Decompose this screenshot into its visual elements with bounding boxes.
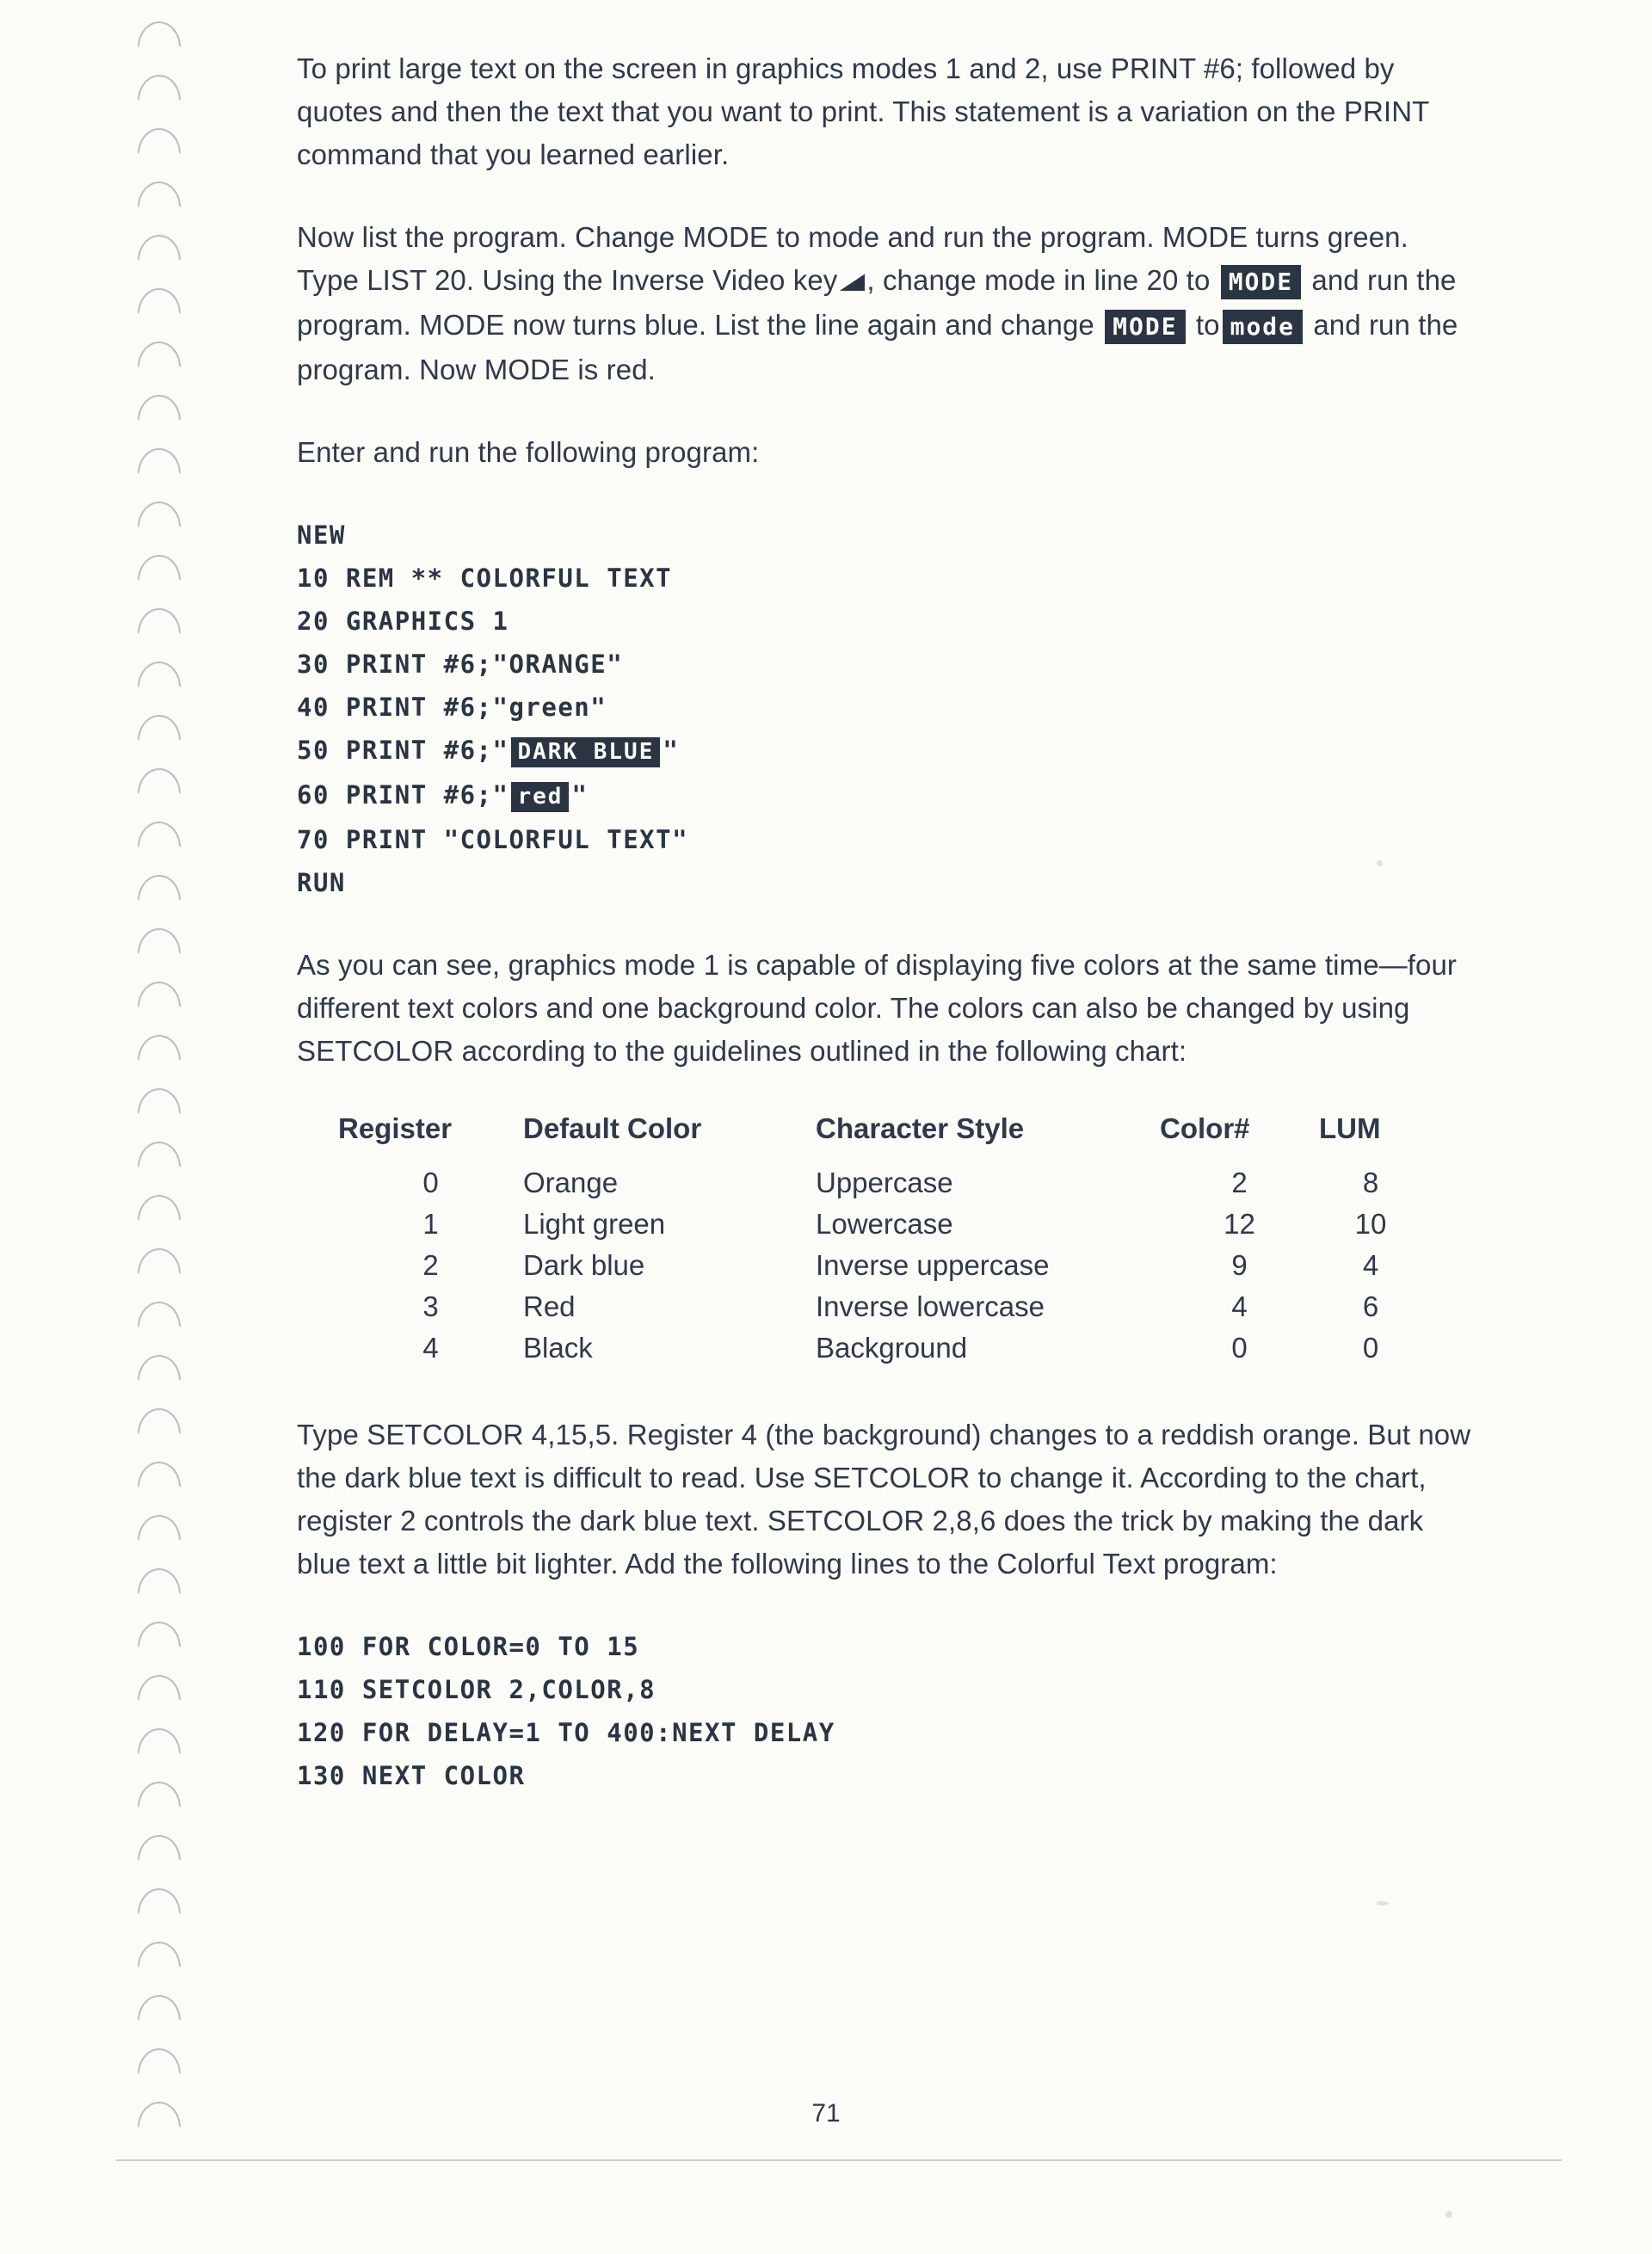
binding-hole [138, 448, 181, 474]
binding-hole [138, 1995, 181, 2021]
inverse-token-mode-upper-2: MODE [1105, 310, 1185, 344]
paragraph-intro: To print large text on the screen in graphics modes 1 and 2, use PRINT #6; followed by quotes and then the text that you want to print. This statement is a variation on the PRINT command that you learned earlier. [297, 52, 1429, 170]
paper-speck [1377, 860, 1383, 866]
code-line: 100 FOR COLOR=0 TO 15 [297, 1632, 640, 1661]
binding-hole [138, 1248, 181, 1274]
binding-hole [138, 288, 181, 314]
footer-divider [116, 2159, 1562, 2161]
paragraph-inverse-video-part3: and run the program. MODE now turns blue. List the line again and change [297, 264, 1457, 341]
binding-hole [138, 128, 181, 154]
binding-hole [138, 662, 181, 687]
cell-default-color: Red [523, 1290, 576, 1322]
code-listing-setcolor-loop [297, 1625, 1476, 1797]
paragraph-inverse-video-part2: , change mode in line 20 to [866, 264, 1211, 296]
binding-hole [138, 1728, 181, 1754]
binding-hole [138, 1035, 181, 1061]
binding-hole [138, 1835, 181, 1861]
paragraph-inverse-video [297, 216, 1476, 391]
binding-hole [138, 2048, 181, 2074]
binding-hole [138, 1782, 181, 1808]
paragraph-inverse-video-part1: Now list the program. Change MODE to mode and run the program. MODE turns green. Type LIST 20. Using the Inverse Video key [297, 221, 1409, 296]
column-header-register: Register [338, 1112, 453, 1144]
cell-lum: 6 [1362, 1290, 1379, 1322]
table-row [338, 1247, 1422, 1288]
inverse-token-mode-lower: mode [1223, 310, 1303, 344]
setcolor-register-table [338, 1112, 1422, 1370]
code-line-suffix: " [663, 736, 680, 765]
cell-default-color: Black [523, 1332, 593, 1364]
binding-hole [138, 395, 181, 421]
paper-speck [1446, 2211, 1452, 2218]
binding-hole [138, 715, 181, 741]
binding-hole [138, 1195, 181, 1221]
cell-color-number: 2 [1231, 1167, 1248, 1198]
binding-hole [138, 1942, 181, 1968]
code-line [297, 773, 1476, 818]
inverse-token-mode-upper: MODE [1221, 265, 1301, 299]
cell-character-style: Background [816, 1332, 968, 1364]
paper-speck [1377, 1901, 1389, 1906]
binding-hole [138, 608, 181, 634]
cell-register: 0 [422, 1167, 439, 1198]
code-line: 30 PRINT #6;"ORANGE" [297, 650, 624, 679]
binding-hole [138, 182, 181, 207]
cell-color-number: 4 [1231, 1290, 1248, 1322]
code-line: 70 PRINT "COLORFUL TEXT" [297, 825, 689, 854]
cell-color-number: 9 [1231, 1249, 1248, 1281]
cell-lum: 8 [1362, 1167, 1379, 1198]
paragraph-enter-program: Enter and run the following program: [297, 436, 760, 468]
code-line: 10 REM ** COLORFUL TEXT [297, 564, 673, 593]
table-row [338, 1164, 1422, 1205]
code-line: 130 NEXT COLOR [297, 1761, 526, 1790]
column-header-lum: LUM [1319, 1112, 1381, 1144]
binding-hole [138, 1462, 181, 1487]
paragraph-setcolor: Type SETCOLOR 4,15,5. Register 4 (the background) changes to a reddish orange. But now the dark blue text is difficult to read. Use SETCOLOR to change it. According to the chart, register 2 controls the dark blue text. SETCOLOR 2,8,6 does the trick by making the dark blue text a little bit lighter. Add the following lines to the Colorful Text program: [297, 1419, 1471, 1580]
code-line: 40 PRINT #6;"green" [297, 693, 607, 722]
page-content [297, 47, 1476, 1837]
cell-register: 1 [422, 1208, 439, 1240]
binding-hole [138, 1142, 181, 1167]
code-line-prefix: 50 PRINT #6;" [297, 736, 509, 765]
table-header-row [338, 1112, 1422, 1164]
code-line: NEW [297, 520, 346, 550]
cell-default-color: Orange [523, 1167, 619, 1198]
code-line: 20 GRAPHICS 1 [297, 607, 509, 636]
binding-hole [138, 1302, 181, 1327]
inverse-video-key-icon [839, 274, 865, 291]
binding-hole [138, 928, 181, 954]
cell-lum: 4 [1362, 1249, 1379, 1281]
binding-hole [138, 555, 181, 581]
binding-hole [138, 1355, 181, 1381]
code-line-prefix: 60 PRINT #6;" [297, 780, 509, 810]
paragraph-five-colors: As you can see, graphics mode 1 is capable of displaying five colors at the same time—four different text colors and one background color. The colors can also be changed by using SETCOLOR according to the guidelines outlined in the following chart: [297, 949, 1458, 1067]
cell-character-style: Uppercase [816, 1167, 953, 1198]
binding-hole [138, 1622, 181, 1647]
code-line: 120 FOR DELAY=1 TO 400:NEXT DELAY [297, 1718, 835, 1747]
table-row [338, 1329, 1422, 1370]
cell-character-style: Inverse lowercase [816, 1290, 1045, 1322]
binding-hole [138, 1568, 181, 1594]
inverse-token-red: red [511, 782, 569, 812]
cell-register: 3 [422, 1290, 439, 1322]
binding-hole [138, 1888, 181, 1914]
binding-hole [138, 1515, 181, 1541]
cell-character-style: Inverse uppercase [816, 1249, 1050, 1281]
paragraph-inverse-video-part4: to [1195, 309, 1220, 341]
binding-hole [138, 22, 181, 47]
binding-hole [138, 75, 181, 101]
code-line [297, 729, 1476, 773]
spiral-binding-holes [129, 0, 206, 2254]
binding-hole [138, 822, 181, 847]
column-header-default-color: Default Color [523, 1112, 702, 1144]
binding-hole [138, 1088, 181, 1114]
binding-hole [138, 502, 181, 527]
cell-lum: 0 [1362, 1332, 1379, 1364]
cell-register: 2 [422, 1249, 439, 1281]
inverse-token-dark-blue: DARK BLUE [511, 737, 660, 767]
table-row [338, 1205, 1422, 1247]
binding-hole [138, 875, 181, 901]
cell-register: 4 [422, 1332, 439, 1364]
cell-character-style: Lowercase [816, 1208, 953, 1240]
column-header-color-number: Color# [1160, 1112, 1250, 1144]
cell-default-color: Dark blue [523, 1249, 645, 1281]
cell-default-color: Light green [523, 1208, 666, 1240]
cell-color-number: 0 [1231, 1332, 1248, 1364]
binding-hole [138, 1675, 181, 1701]
binding-hole [138, 342, 181, 367]
column-header-character-style: Character Style [816, 1112, 1025, 1144]
code-line-suffix: " [571, 780, 589, 810]
code-line: 110 SETCOLOR 2,COLOR,8 [297, 1675, 656, 1704]
cell-lum: 10 [1354, 1208, 1387, 1240]
code-listing-colorful-text [297, 514, 1476, 904]
table-row [338, 1288, 1422, 1329]
page-number: 71 [811, 2099, 841, 2128]
binding-hole [138, 235, 181, 261]
code-line: RUN [297, 868, 346, 897]
binding-hole [138, 768, 181, 794]
binding-hole [138, 1408, 181, 1434]
cell-color-number: 12 [1224, 1208, 1255, 1240]
paragraph-inverse-video-part5: and run the program. Now MODE is red. [297, 309, 1458, 385]
binding-hole [138, 982, 181, 1007]
